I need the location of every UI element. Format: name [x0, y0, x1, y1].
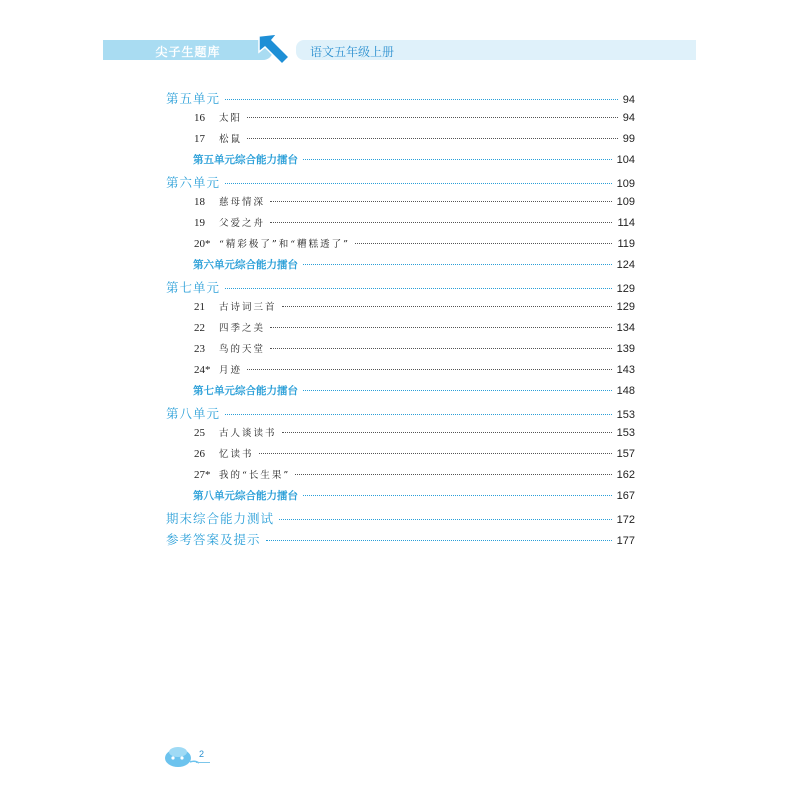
toc-leader-dots	[270, 222, 612, 223]
toc-lesson-title: 慈母情深	[219, 197, 266, 208]
toc-lesson-number: 25	[194, 427, 205, 439]
toc-page-number: 109	[616, 196, 635, 208]
toc-page-number: 134	[616, 322, 635, 334]
toc-leader-dots	[225, 288, 612, 289]
toc-lesson-entry	[194, 446, 254, 460]
toc-unit-row	[166, 509, 635, 527]
toc-lesson-title: 松鼠	[219, 134, 243, 145]
toc-unit-title: 第六单元	[166, 175, 221, 190]
toc-lesson-row	[194, 194, 635, 212]
toc-leader-dots	[270, 201, 612, 202]
toc-lesson-row	[194, 341, 635, 359]
toc-lesson-number: 22	[194, 322, 205, 334]
toc-lesson-entry	[194, 341, 265, 355]
toc-lesson-title: “精彩极了”和“糟糕透了”	[219, 239, 350, 250]
toc-lesson-entry	[194, 299, 277, 313]
toc-test-title: 第七单元综合能力擂台	[193, 385, 298, 397]
toc-lesson-title: 忆读书	[219, 449, 254, 460]
toc-unit-title: 参考答案及提示	[166, 532, 261, 547]
toc-lesson-title: 古人谈读书	[219, 428, 277, 439]
toc-page-number: 124	[616, 259, 635, 271]
toc-page-number: 157	[616, 448, 635, 460]
toc-lesson-number: 24*	[194, 364, 211, 376]
toc-leader-dots	[259, 453, 612, 454]
toc-page-number: 119	[617, 238, 635, 250]
toc-test-row	[193, 152, 635, 170]
toc-lesson-row	[194, 215, 635, 233]
toc-lesson-row	[194, 467, 635, 485]
toc-lesson-number: 18	[194, 196, 205, 208]
toc-test-title: 第五单元综合能力擂台	[193, 154, 298, 166]
toc-unit-row	[166, 278, 635, 296]
toc-unit-title: 第八单元	[166, 406, 221, 421]
toc-lesson-number: 27*	[194, 469, 211, 481]
toc-page-number: 129	[616, 301, 635, 313]
toc-lesson-row	[194, 299, 635, 317]
toc-leader-dots	[270, 327, 612, 328]
toc-page-number: 129	[616, 283, 635, 295]
toc-lesson-entry	[194, 320, 265, 334]
toc-page-number: 143	[616, 364, 635, 376]
toc-test-row	[193, 488, 635, 506]
toc-lesson-entry	[194, 425, 277, 439]
toc-lesson-number: 21	[194, 301, 205, 313]
toc-leader-dots	[303, 390, 612, 391]
toc-lesson-row	[194, 446, 635, 464]
toc-page-number: 153	[616, 409, 635, 421]
mascot-icon	[163, 744, 203, 768]
toc-lesson-number: 26	[194, 448, 205, 460]
toc-leader-dots	[270, 348, 612, 349]
toc-leader-dots	[247, 369, 612, 370]
toc-page-number: 94	[622, 112, 635, 124]
header-brand: 尖子生题库	[155, 45, 221, 59]
toc-lesson-row	[194, 110, 635, 128]
toc-leader-dots	[295, 474, 611, 475]
toc-test-row	[193, 257, 635, 275]
toc-lesson-title: 我的“长生果”	[219, 470, 291, 481]
toc-unit-row	[166, 404, 635, 422]
toc-page-number: 162	[616, 469, 635, 481]
toc-lesson-number: 19	[194, 217, 205, 229]
toc-unit-title: 期末综合能力测试	[166, 511, 275, 526]
toc-page-number: 104	[616, 154, 635, 166]
toc-lesson-title: 月迹	[219, 365, 243, 376]
toc-unit-title: 第五单元	[166, 91, 221, 106]
toc-test-title: 第六单元综合能力擂台	[193, 259, 298, 271]
page-number: 2	[199, 749, 205, 759]
toc-lesson-entry	[194, 194, 265, 208]
toc-lesson-number: 23	[194, 343, 205, 355]
toc-leader-dots	[225, 414, 612, 415]
header-subject: 语文五年级上册	[310, 45, 395, 59]
toc-lesson-title: 鸟的天堂	[219, 344, 266, 355]
toc-page-number: 114	[617, 217, 635, 229]
toc-lesson-number: 16	[194, 112, 205, 124]
toc-lesson-entry	[194, 131, 242, 145]
toc-leader-dots	[355, 243, 613, 244]
toc-test-row	[193, 383, 635, 401]
toc-lesson-row	[194, 131, 635, 149]
toc-page-number: 109	[616, 178, 635, 190]
toc-unit-row	[166, 530, 635, 548]
toc-leader-dots	[247, 138, 618, 139]
toc-lesson-entry	[194, 110, 242, 124]
toc-unit-row	[166, 89, 635, 107]
toc-lesson-number: 20*	[194, 238, 211, 250]
toc-page-number: 94	[622, 94, 635, 106]
toc-unit-row	[166, 173, 635, 191]
toc-page-number: 139	[616, 343, 635, 355]
toc-lesson-title: 古诗词三首	[219, 302, 277, 313]
toc-page-number: 167	[616, 490, 635, 502]
toc-lesson-entry	[194, 215, 265, 229]
toc-lesson-entry	[194, 467, 290, 481]
toc-lesson-number: 17	[194, 133, 205, 145]
toc-leader-dots	[282, 306, 612, 307]
page-number-underline	[196, 762, 210, 763]
toc-leader-dots	[225, 99, 618, 100]
toc-lesson-row	[194, 236, 635, 254]
toc-lesson-row	[194, 320, 635, 338]
toc-leader-dots	[303, 264, 612, 265]
toc-test-title: 第八单元综合能力擂台	[193, 490, 298, 502]
toc-lesson-title: 父爱之舟	[219, 218, 266, 229]
toc-page-number: 153	[616, 427, 635, 439]
toc-lesson-row	[194, 425, 635, 443]
toc-lesson-title: 太阳	[219, 113, 243, 124]
toc-unit-title: 第七单元	[166, 280, 221, 295]
toc-leader-dots	[303, 495, 612, 496]
toc-page-number: 99	[622, 133, 635, 145]
toc-page-number: 177	[616, 535, 635, 547]
toc-page-number: 172	[616, 514, 635, 526]
toc-lesson-entry	[194, 362, 242, 376]
toc-leader-dots	[303, 159, 612, 160]
toc-lesson-title: 四季之美	[219, 323, 266, 334]
toc-leader-dots	[279, 519, 612, 520]
toc-lesson-entry	[194, 236, 350, 250]
toc-leader-dots	[225, 183, 612, 184]
toc-page-number: 148	[616, 385, 635, 397]
toc-lesson-row	[194, 362, 635, 380]
toc-leader-dots	[247, 117, 618, 118]
toc-leader-dots	[282, 432, 612, 433]
toc-leader-dots	[266, 540, 612, 541]
